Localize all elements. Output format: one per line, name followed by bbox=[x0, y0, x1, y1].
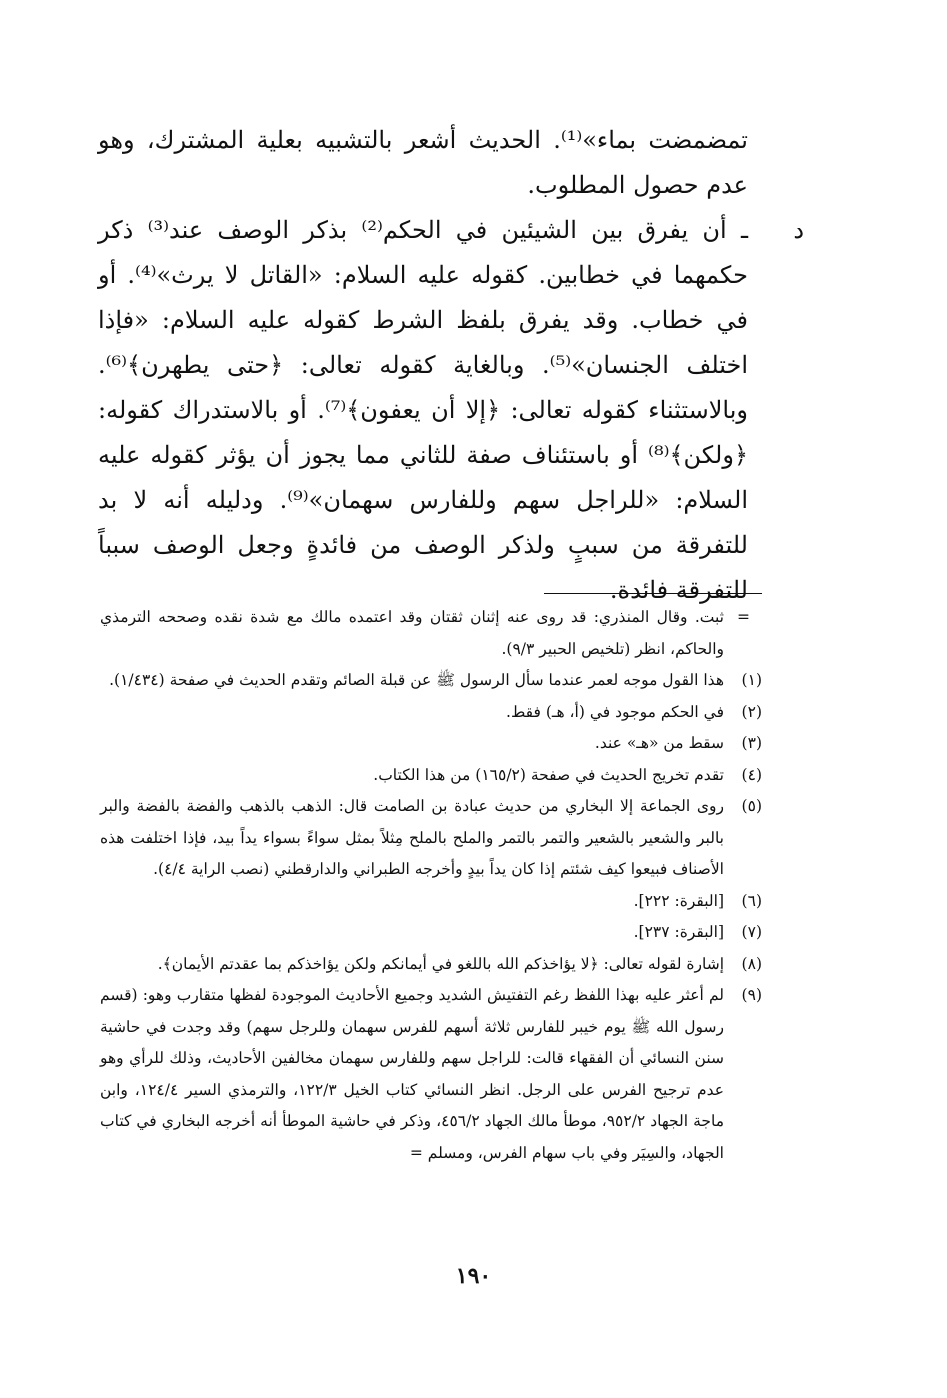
footnote-number: (٧) bbox=[741, 923, 762, 941]
footnote-number: (٩) bbox=[741, 986, 762, 1004]
footnote-number: (٥) bbox=[741, 797, 762, 815]
footnotes bbox=[100, 593, 762, 1169]
item-marker: د bbox=[793, 216, 804, 244]
footnote-text: [البقرة: ٢٣٧]. bbox=[633, 923, 724, 941]
continuation-marker: = bbox=[737, 608, 750, 626]
footnote-2 bbox=[100, 697, 762, 729]
footnote-text: إشارة لقوله تعالى: ﴿لا يؤاخذكم الله باللغو في أيمانكم ولكن يؤاخذكم بما عقدتم الأيمان﴾. bbox=[157, 954, 724, 973]
footnote-7 bbox=[100, 917, 762, 949]
footnote-number: (٨) bbox=[741, 954, 762, 973]
footnote-number: (٦) bbox=[741, 891, 762, 910]
footnote-text: تقدم تخريج الحديث في صفحة (١٦٥/٢) من هذا الكتاب. bbox=[373, 765, 724, 784]
page-number: ١٩٠ bbox=[455, 1263, 492, 1289]
item-d bbox=[98, 208, 804, 613]
footnote-3 bbox=[100, 728, 762, 760]
footnote-5 bbox=[100, 791, 762, 886]
footnote-separator bbox=[544, 593, 762, 594]
footnote-number: (٣) bbox=[741, 734, 762, 752]
footnote-text: روى الجماعة إلا البخاري من حديث عبادة بن الصامت قال: الذهب بالذهب والفضة بالفضة والبر بالبر والشعير بالشعير والتمر بالتمر والملح بالملح مِثلاً بمثل سواءً بسواء يداً بيد، فإذا اختلفت هذه الأصناف فبيعوا كيف شئتم إذا كان يداً بيدٍ وأخرجه الطبراني والدارقطني (نصب الراية ٤/٤). bbox=[100, 797, 724, 878]
footnote-number: (٢) bbox=[741, 702, 762, 721]
footnote-number: (٤) bbox=[741, 765, 762, 784]
main-text bbox=[98, 118, 804, 613]
footnote-continuation bbox=[100, 602, 762, 665]
footnote-6 bbox=[100, 886, 762, 918]
continuation-marker-end: = bbox=[409, 1143, 423, 1162]
footnote-text: [البقرة: ٢٢٢]. bbox=[633, 891, 724, 910]
footnote-4 bbox=[100, 760, 762, 792]
footnote-text: سقط من «هـ» عند. bbox=[594, 734, 724, 752]
intro-paragraph: تمضمضت بماء»⁽¹⁾. الحديث أشعر بالتشبيه بعلية المشترك، وهو عدم حصول المطلوب. bbox=[98, 126, 748, 199]
footnote-text: لم أعثر عليه بهذا اللفظ رغم التفتيش الشديد وجميع الأحاديث الموجودة لفظها متقارب وهو: (قسم رسول الله ﷺ يوم خيبر للفارس ثلاثة أسهم للفرس سهمان وللرجل سهم) وقد وجدت في حاشية سنن النسائي أن الفقهاء قالت: للراجل سهم وللفارس سهمان مخالفين الأحاديث، وذلك للرأي وهو عدم ترجيح الفرس على الرجل. انظر النسائي كتاب الخيل ١٢٢/٣، والترمذي السير ١٢٤/٤، وابن ماجة الجهاد ٩٥٢/٢، موطأ مالك الجهاد ٤٥٦/٢، وذكر في حاشية الموطأ أنه أخرجه البخاري في كتاب الجهاد، والسِيَر وفي باب سهام الفرس، ومسلم bbox=[100, 986, 724, 1162]
footnote-1 bbox=[100, 665, 762, 697]
footnote-text: هذا القول موجه لعمر عندما سأل الرسول ﷺ عن قبلة الصائم وتقدم الحديث في صفحة (١/٤٣٤). bbox=[109, 671, 724, 689]
footnote-number: (١) bbox=[741, 671, 762, 689]
footnote-8 bbox=[100, 949, 762, 981]
footnote-text: في الحكم موجود في (أ، هـ) فقط. bbox=[506, 702, 724, 721]
item-paragraph: ـ أن يفرق بين الشيئين في الحكم⁽²⁾ بذكر الوصف عند⁽³⁾ ذكر حكمهما في خطابين. كقوله عليه السلام: «القاتل لا يرث»⁽⁴⁾. أو في خطاب. وقد يفرق بلفظ الشرط كقوله عليه السلام: «فإذا اختلف الجنسان»⁽⁵⁾. وبالغاية كقوله تعالى: ﴿حتى يطهرن﴾⁽⁶⁾. وبالاستثناء كقوله تعالى: ﴿إلا أن يعفون﴾⁽⁷⁾. أو بالاستدراك كقوله: ﴿ولكن﴾⁽⁸⁾ أو باستئناف صفة للثاني مما يجوز أن يؤثر كقوله عليه السلام: «للراجل سهم وللفارس سهمان»⁽⁹⁾. ودليله أنه لا بد للتفرقة من سببٍ ولذكر الوصف من فائدةٍ وجعل الوصف سبباً للتفرقة فائدة. bbox=[98, 216, 749, 604]
footnote-list bbox=[100, 602, 762, 1169]
footnote-text: ثبت. وقال المنذري: قد روى عنه إثنان ثقتان وقد اعتمده مالك مع شدة نقده وصححه الترمذي والحاكم، انظر (تلخيص الحبير ٩/٣). bbox=[100, 608, 724, 658]
footnote-9 bbox=[100, 980, 762, 1169]
